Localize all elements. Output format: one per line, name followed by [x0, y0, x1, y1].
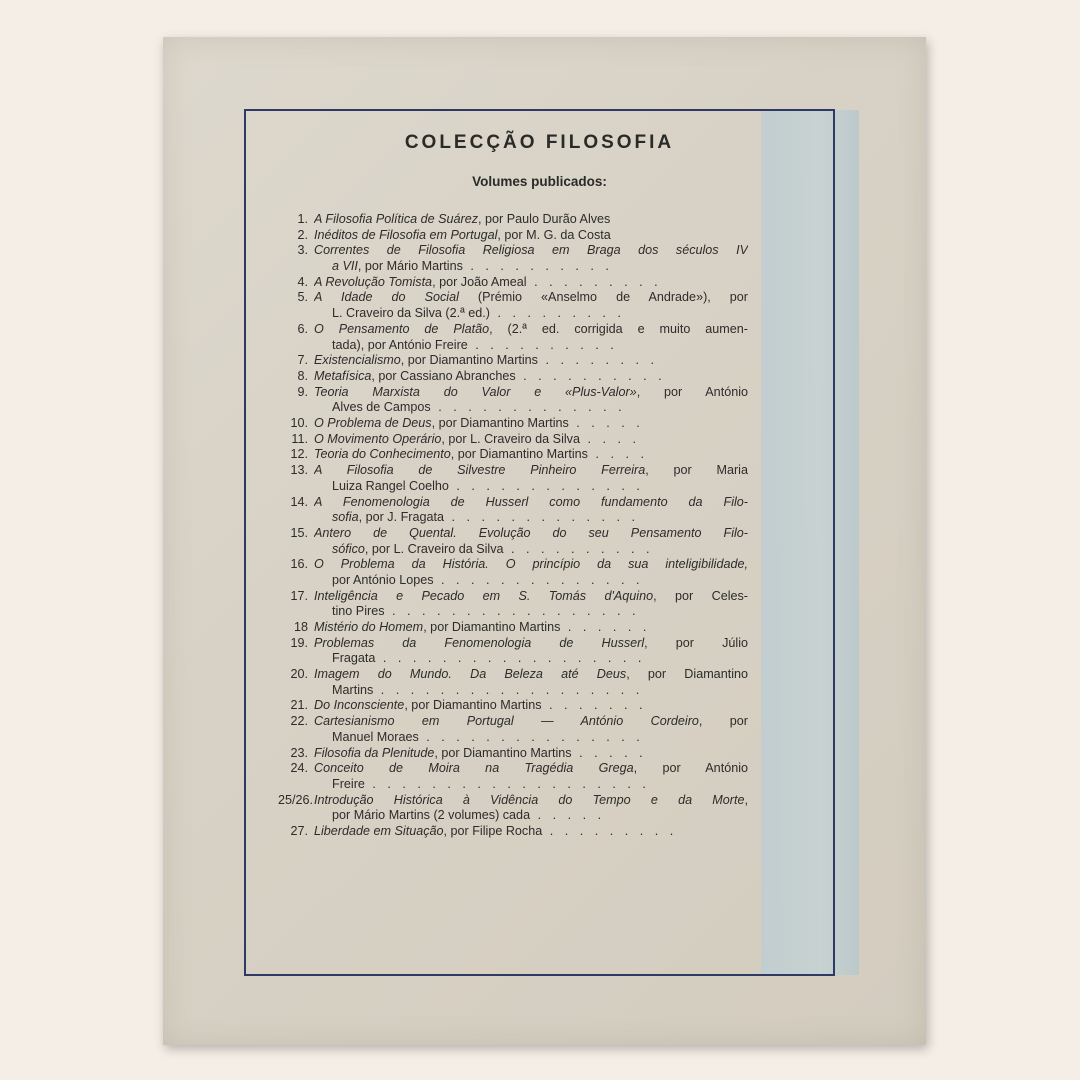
volume-title: sófico [332, 541, 365, 556]
volume-number: 24. [290, 761, 308, 776]
volume-entry [278, 620, 748, 636]
volume-title: O Pensamento de Platão [314, 321, 490, 336]
leader-dots: . . . . . . . . . [526, 274, 662, 289]
volume-number: 22. [290, 714, 308, 729]
volume-line [314, 338, 748, 354]
volume-line [314, 824, 748, 840]
volume-line [314, 400, 748, 416]
leader-dots: . . . . . [530, 808, 606, 823]
volume-line [314, 385, 748, 401]
volume-title: Metafísica [314, 368, 372, 383]
volume-author: , por Diamantino Martins [434, 745, 572, 760]
volume-entry [278, 793, 748, 824]
leader-dots: . . . . . . . . . . [503, 541, 654, 556]
leader-dots: . . . . . . . . . . . . . [444, 510, 639, 525]
volume-title: Filosofia da Plenitude [314, 745, 435, 760]
volume-line [314, 228, 748, 244]
volume-author: (Prémio «Anselmo de Andrade»), por [458, 290, 748, 305]
volume-title: A Idade do Social [314, 290, 459, 305]
volume-title: A Filosofia Política de Suárez [314, 212, 479, 226]
collection-title: COLECÇÃO FILOSOFIA [404, 132, 675, 153]
volume-author: , por Mário Martins [357, 259, 463, 274]
volume-line [314, 369, 748, 385]
volume-title: O Movimento Operário [314, 431, 442, 446]
volume-line [314, 683, 748, 699]
volume-entry [278, 243, 748, 274]
volume-author: Manuel Moraes [332, 729, 419, 744]
volume-number: 23. [290, 745, 308, 760]
volume-author: , por L. Craveiro da Silva [441, 431, 580, 446]
volume-author: , por Diamantino [626, 667, 748, 682]
volume-entry [278, 746, 748, 762]
volume-author: Alves de Campos [332, 400, 431, 415]
volume-line [314, 542, 748, 558]
volume-number: 25/26. [278, 792, 314, 807]
volume-line [314, 526, 748, 542]
volume-number: 14. [290, 494, 308, 509]
volume-line [314, 463, 748, 479]
volume-line [314, 212, 748, 228]
volume-author: , por António [633, 761, 748, 776]
volume-line [314, 698, 748, 714]
volume-author: Fragata [332, 651, 376, 666]
volume-entry [278, 824, 748, 840]
volume-number: 12. [290, 447, 308, 462]
volume-author: por Mário Martins (2 volumes) cada [332, 808, 531, 823]
leader-dots: . . . . . . [560, 620, 651, 634]
leader-dots: . . . . . [568, 416, 644, 431]
volume-number: 20. [290, 667, 308, 682]
volume-title: A Filosofia de Silvestre Pinheiro Ferreira [314, 463, 646, 478]
volume-entry [278, 228, 748, 244]
volume-line [314, 557, 748, 573]
volume-author: Luiza Rangel Coelho [332, 478, 449, 493]
volume-entry [278, 322, 748, 353]
volume-entry [278, 636, 748, 667]
volume-title: Imagem do Mundo. Da Beleza até Deus [314, 667, 627, 682]
volume-entry [278, 667, 748, 698]
volume-title: Existencialismo [314, 353, 401, 368]
volume-line [314, 808, 748, 824]
leader-dots: . . . . . . . . . . [462, 259, 613, 274]
volume-line [314, 353, 748, 369]
volume-number: 16. [290, 557, 308, 572]
leader-dots: . . . . . . . . . . [467, 337, 618, 352]
volume-entry [278, 463, 748, 494]
volume-entry [278, 369, 748, 385]
volume-number: 19. [290, 635, 308, 650]
volume-line [314, 604, 748, 620]
volume-title: Introdução Histórica à Vidência do Tempo e da Morte [314, 792, 745, 807]
list-subtitle: Volumes publicados: [472, 174, 607, 189]
volume-entry [278, 557, 748, 588]
leader-dots: . . . . . . . . . . . . . . . . . . [375, 651, 646, 666]
volume-line [314, 793, 748, 809]
volume-author: Martins [332, 682, 374, 697]
volume-author: , por Diamantino Martins [400, 353, 538, 368]
volume-title: Problemas da Fenomenologia de Husserl [314, 635, 645, 650]
volume-number: 27. [290, 823, 308, 838]
volume-author: , por Diamantino Martins [423, 620, 561, 634]
volume-list [278, 212, 748, 840]
volume-title: Mistério do Homem [314, 620, 424, 634]
volume-author: , por Filipe Rocha [443, 823, 543, 838]
volume-line [314, 306, 748, 322]
volume-entry [278, 353, 748, 369]
volume-entry [278, 416, 748, 432]
volume-entry [278, 212, 748, 228]
volume-number: 9. [297, 384, 308, 399]
volume-author: , (2.ª ed. corrigida e muito aumen- [489, 321, 748, 336]
volume-line [314, 416, 748, 432]
volume-author: , por [698, 714, 748, 729]
volume-line [314, 714, 748, 730]
leader-dots: . . . . . . . . . [542, 823, 678, 838]
volume-title: Correntes de Filosofia Religiosa em Braga dos séculos IV [314, 243, 748, 258]
leader-dots: . . . . . . . . . . . . . . . . . . [373, 682, 644, 697]
leader-dots: . . . . [587, 447, 648, 462]
volume-author: por António Lopes [332, 572, 434, 587]
volume-entry [278, 761, 748, 792]
volume-line [314, 589, 748, 605]
volume-title: A Fenomenologia de Husserl como fundamento da Filo- [314, 494, 748, 509]
volume-line [314, 667, 748, 683]
volume-entry [278, 432, 748, 448]
volume-line [314, 432, 748, 448]
volume-entry [278, 526, 748, 557]
volume-author: , por João Ameal [432, 274, 527, 289]
volume-author: , por Júlio [644, 635, 748, 650]
volume-title: Inteligência e Pecado em S. Tomás d'Aquino [314, 588, 654, 603]
leader-dots: . . . . . . . . . . . . . . . . . [384, 604, 640, 619]
volume-number: 4. [297, 274, 308, 289]
volume-number: 17. [290, 588, 308, 603]
volume-title: Do Inconsciente [314, 698, 405, 713]
volume-line [314, 730, 748, 746]
volume-line [314, 746, 748, 762]
volume-entry [278, 290, 748, 321]
volume-line [314, 510, 748, 526]
volume-entry [278, 275, 748, 291]
volume-author: , por Diamantino Martins [450, 447, 588, 462]
volume-number: 7. [297, 353, 308, 368]
volume-author: , por Celes- [653, 588, 748, 603]
volume-author: , por M. G. da Costa [497, 227, 611, 242]
volume-number: 10. [290, 416, 308, 431]
volume-entry [278, 447, 748, 463]
leader-dots: . . . . . . . . . . . . . [448, 478, 644, 493]
volume-title: Cartesianismo em Portugal — António Cordeiro [314, 714, 699, 729]
volume-number: 5. [297, 290, 308, 305]
volume-title: Liberdade em Situação [314, 823, 444, 838]
volume-author: , por Diamantino Martins [404, 698, 542, 713]
volume-number: 18 [293, 620, 308, 634]
volume-line [314, 322, 748, 338]
volume-number: 13. [290, 463, 308, 478]
leader-dots: . . . . . . . . . . . . . . [433, 572, 644, 587]
volume-line [314, 573, 748, 589]
volume-author: tino Pires [332, 604, 385, 619]
volume-author: , [744, 792, 748, 807]
leader-dots: . . . . . [571, 745, 647, 760]
volume-line [314, 636, 748, 652]
volume-author: , por António [636, 384, 748, 399]
volume-line [314, 290, 748, 306]
volume-number: 11. [291, 431, 308, 446]
volume-line [314, 243, 748, 259]
volume-line [314, 447, 748, 463]
volume-title: a VII [332, 259, 358, 274]
leader-dots: . . . . . . . . [537, 353, 658, 368]
volume-number: 8. [297, 368, 308, 383]
volume-number: 15. [290, 525, 308, 540]
leader-dots: . . . . . . . . . [489, 306, 625, 321]
volume-author: , por Diamantino Martins [431, 416, 569, 431]
volume-entry [278, 698, 748, 714]
volume-author: , por J. Fragata [358, 510, 445, 525]
volume-line [314, 651, 748, 667]
volume-author: , por Paulo Durão Alves [478, 212, 611, 226]
volume-title: sofia [332, 510, 359, 525]
volume-author: , por L. Craveiro da Silva [364, 541, 504, 556]
volume-title: O Problema de Deus [314, 416, 432, 431]
volume-title: Antero de Quental. Evolução do seu Pensamento Filo- [314, 525, 748, 540]
volume-line [314, 620, 748, 636]
volume-line [314, 275, 748, 291]
volume-line [314, 495, 748, 511]
leader-dots: . . . . . . . . . . . . . . . [418, 729, 644, 744]
volume-author: Freire [332, 776, 365, 791]
volume-line [314, 479, 748, 495]
volume-number: 1. [297, 212, 308, 226]
volume-title: O Problema da História. O princípio da sua inteligibilidade, [314, 557, 748, 572]
leader-dots: . . . . . . . . . . [515, 368, 666, 383]
leader-dots: . . . . . . . . . . . . . . . . . . . [364, 776, 650, 791]
volume-author: , por Cassiano Abranches [371, 368, 516, 383]
volume-entry [278, 589, 748, 620]
volume-entry [278, 714, 748, 745]
volume-line [314, 761, 748, 777]
volume-title: Conceito de Moira na Tragédia Grega [314, 761, 634, 776]
volume-title: Teoria Marxista do Valor e «Plus-Valor» [314, 384, 637, 399]
volume-entry [278, 385, 748, 416]
volume-entry [278, 495, 748, 526]
leader-dots: . . . . [579, 431, 640, 446]
volume-author: tada), por António Freire [332, 337, 468, 352]
volume-title: Inéditos de Filosofia em Portugal [314, 227, 498, 242]
leader-dots: . . . . . . . . . . . . . [430, 400, 626, 415]
volume-number: 6. [297, 321, 308, 336]
volume-title: Teoria do Conhecimento [314, 447, 451, 462]
volume-title: A Revolução Tomista [314, 274, 433, 289]
volume-author: , por Maria [645, 463, 748, 478]
volume-number: 21. [290, 698, 308, 713]
leader-dots: . . . . . . . [541, 698, 647, 713]
volume-number: 2. [297, 227, 308, 242]
volume-line [314, 777, 748, 793]
volume-line [314, 259, 748, 275]
volume-number: 3. [297, 243, 308, 258]
volume-author: L. Craveiro da Silva (2.ª ed.) [332, 306, 490, 321]
